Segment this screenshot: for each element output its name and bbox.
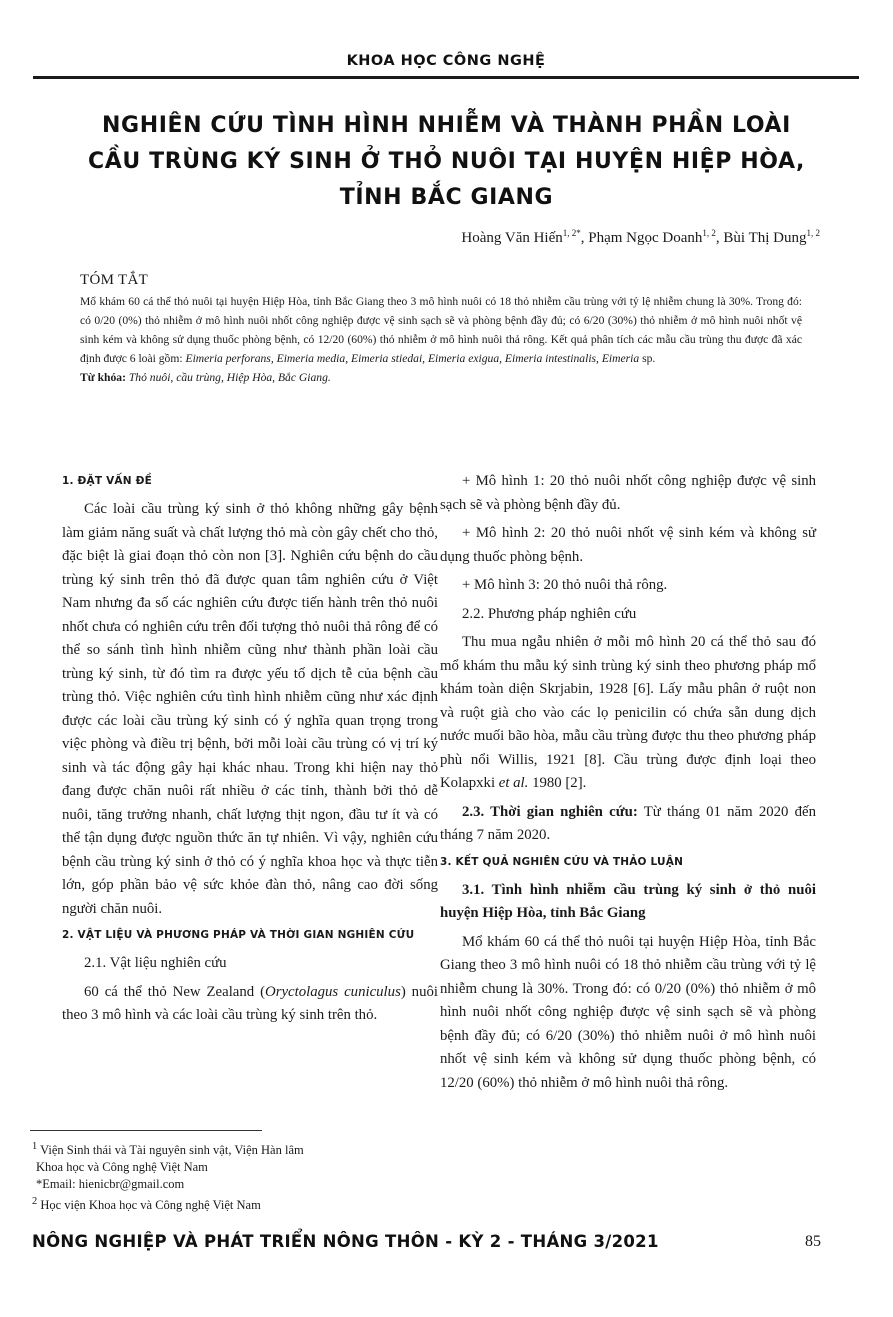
title-line: CẦU TRÙNG KÝ SINH Ở THỎ NUÔI TẠI HUYỆN HIỆP HÒA, [88,149,805,174]
title-line: TỈNH BẮC GIANG [339,185,554,210]
article-title [30,108,863,216]
page-number: 85 [805,1233,821,1250]
author-affiliation: 1, 2 [702,228,716,238]
footnote-1: $^1$ Viện Sinh thái và Tài nguyên sinh vật, Viện Hàn lâm [32,1141,304,1158]
keywords [80,368,802,387]
footnote-2: $^2$ Học viện Khoa học và Công nghệ Việt Nam [32,1196,261,1213]
model-2-item: + Mô hình 2: 20 thỏ nuôi nhốt vệ sinh kém và không sử dụng thuốc phòng bệnh. [440,525,816,565]
journal-section-header: KHOA HỌC CÔNG NGHỆ [346,53,546,69]
subsection-heading-2-3: 2.3. Thời gian nghiên cứu: [462,803,638,820]
abstract-heading: TÓM TẮT [80,272,149,288]
author-name: Hoàng Văn Hiến [461,230,563,246]
species-list: Eimeria perforans, Eimeria media, Eimeria stiedai, Eimeria exigua, Eimeria intestinalis, Eimeria [185,352,640,365]
journal-footer: NÔNG NGHIỆP VÀ PHÁT TRIỂN NÔNG THÔN - KỲ 2 - THÁNG 3/2021 [32,1232,659,1251]
section-heading-2: 2. VẬT LIỆU VÀ PHƯƠNG PHÁP VÀ THỜI GIAN NGHIÊN CỨU [62,929,415,941]
author-name: Bùi Thị Dung [723,230,807,246]
author-name: Phạm Ngọc Doanh [588,230,703,246]
right-column [440,470,816,1100]
subsection-heading-2-2: 2.2. Phương pháp nghiên cứu [462,605,637,622]
author-email: *Email: hienicbr@gmail.com [36,1177,185,1192]
header-rule [33,76,859,79]
subsection-2-2-paragraph: Thu mua ngẫu nhiên ở mỗi mô hình 20 cá thể thỏ sau đó mổ khám thu mẫu ký sinh trùng ký sinh theo phương pháp mổ khám toàn diện Skrjabin, 1928 [6]. Lấy mẫu phân ở ruột non và ruột già cho vào các lọ penicilin có chứa sẵn dung dịch nước muối bão hòa, mẫu cầu trùng được thu theo phương pháp phù nổi Willis, 1921 [8]. Cầu trùng được định loại theo Kolapxki et al. 1980 [2]. [440,634,816,791]
subsection-2-3: 2.3. Thời gian nghiên cứu: Từ tháng 01 năm 2020 đến tháng 7 năm 2020. [440,803,817,843]
keywords-label: Từ khóa: [80,371,126,384]
footnotes [32,1138,432,1214]
section-heading-3: 3. KẾT QUẢ NGHIÊN CỨU VÀ THẢO LUẬN [440,855,684,868]
section-1-paragraph: Các loài cầu trùng ký sinh ở thỏ không những gây bệnh làm giảm năng suất và chất lượng thỏ mà còn gây chết cho thỏ, đặc biệt là giai đoạn thỏ còn non [3]. Nghiên cứu bệnh do cầu trùng ký sinh trên thỏ đã được quan tâm nghiên cứu ở Việt Nam nhưng đa số các nghiên cứu được tiến hành trên thỏ nuôi nhốt chưa có nghiên cứu trên đối tượng thỏ nuôi thả rông để có thể so sánh tình hình nhiễm cũng như thành phần loài cầu trùng ký sinh, từ đó tìm ra được yếu tố dịch tễ của bệnh cầu trùng thỏ. Việc nghiên cứu tình hình nhiễm cũng như xác định được các loài cầu trùng ký sinh có ý nghĩa quan trọng trong việc phòng và điều trị bệnh, bởi mỗi loài cầu trùng có vị trí ký sinh và tác động gây hại khác nhau. Trong khi hiện nay thỏ đang được chăn nuôi rất nhiều ở các tỉnh, thành bởi thỏ dễ nuôi, tăng trưởng nhanh, chất lượng thịt ngon, đầu tư ít và có thể tận dụng được nguồn thức ăn tự nhiên. Vì vậy, nghiên cứu bệnh cầu trùng ký sinh ở thỏ có ý nghĩa khoa học và thực tiễn lớn, góp phần bảo vệ sức khỏe đàn thỏ, nâng cao đời sống người chăn nuôi. [62,501,438,917]
subsection-heading-2-1: 2.1. Vật liệu nghiên cứu [84,955,227,971]
model-1-item: + Mô hình 1: 20 thỏ nuôi nhốt công nghiệp được vệ sinh sạch sẽ và phòng bệnh đầy đủ. [440,473,816,513]
author-list: Hoàng Văn Hiến$^{1, 2*}$, Phạm Ngọc Doanh$^{1, 2}$, Bùi Thị Dung$^{1, 2}$ [461,228,820,246]
footnote-rule [30,1130,262,1131]
subsection-3-1-paragraph: Mổ khám 60 cá thể thỏ nuôi tại huyện Hiệp Hòa, tỉnh Bắc Giang theo 3 mô hình nuôi có 18 thỏ nhiễm cầu trùng với tỷ lệ nhiễm chung là 30%. Trong đó: có 0/20 (0%) thỏ nhiễm ở mô hình nuôi nhốt công nghiệp được vệ sinh sạch sẽ và phòng bệnh đầy đủ; có 6/20 (30%) thỏ nhiễm nuôi ở mô hình nuôi nhốt vệ sinh kém và không sử dụng thuốc phòng bệnh, có 12/20 (60%) thỏ nhiễm ở mô hình nuôi thả rông. [440,933,816,1091]
title-line: NGHIÊN CỨU TÌNH HÌNH NHIỄM VÀ THÀNH PHẦN LOÀI [102,113,791,138]
subsection-heading-3-1: 3.1. Tình hình nhiễm cầu trùng ký sinh ở thỏ nuôi huyện Hiệp Hòa, tỉnh Bắc Giang [440,881,816,921]
author-affiliation: 1, 2 [806,228,820,238]
latin-name: Oryctolagus cuniculus [265,983,401,1000]
subsection-2-1-paragraph: 60 cá thể thỏ New Zealand (Oryctolagus cuniculus) nuôi theo 3 mô hình và các loài cầu trùng ký sinh trên thỏ. [62,983,438,1023]
abstract-text: Mổ khám 60 cá thể thỏ nuôi tại huyện Hiệp Hòa, tỉnh Bắc Giang theo 3 mô hình nuôi có 18 thỏ nhiễm cầu trùng với tỷ lệ nhiễm chung là 30%. Trong đó: có 0/20 (0%) thỏ nhiễm ở mô hình nuôi nhốt công nghiệp được vệ sinh sạch sẽ và phòng bệnh đầy đủ; có 6/20 (30%) thỏ nhiễm ở mô hình nuôi nhốt vệ sinh kém và không sử dụng thuốc phòng bệnh, có 12/20 (60%) thỏ nhiễm ở mô hình nuôi thả rông. Kết quả phân tích các mẫu cầu trùng thu được đã xác định được 6 loài gồm: Eimeria perforans, Eimeria media, Eimeria stiedai, Eimeria exigua, Eimeria intestinalis, Eimeria sp. [80,295,802,365]
author-affiliation: 1, 2* [562,228,581,238]
abstract [80,270,802,387]
section-heading-1: 1. ĐẶT VẤN ĐỀ [62,475,152,487]
model-3-item: + Mô hình 3: 20 thỏ nuôi thả rông. [462,577,668,593]
footnote-1-continued: Khoa học và Công nghệ Việt Nam [36,1160,208,1175]
left-column [62,470,438,1033]
keywords-text: Thỏ nuôi, cầu trùng, Hiệp Hòa, Bắc Giang. [128,371,331,384]
